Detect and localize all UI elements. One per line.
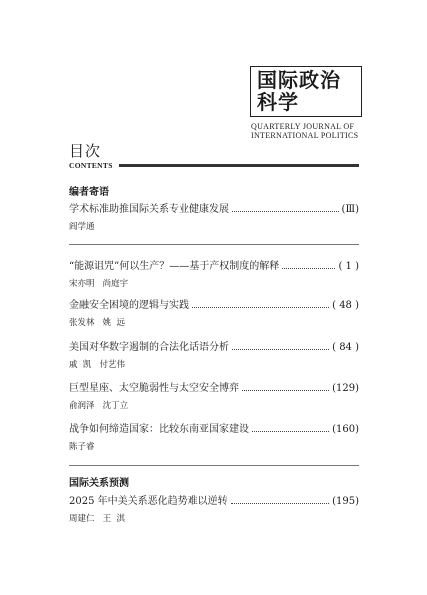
toc-entry-page: ( 48 ) xyxy=(332,300,359,311)
toc-entry-title-row xyxy=(69,299,359,312)
toc-entry-title: 美国对华数字遏制的合法化话语分析 xyxy=(69,342,229,353)
journal-title-en xyxy=(251,122,362,140)
toc-entry-title-row xyxy=(69,260,359,273)
dot-leader xyxy=(232,348,329,350)
toc-entry-page: (160) xyxy=(332,424,359,435)
dot-leader xyxy=(231,502,329,504)
toc-entry[interactable] xyxy=(69,299,359,329)
toc-entry-authors: 宋亦明 尚庭宇 xyxy=(69,279,129,289)
section-divider xyxy=(69,465,359,466)
toc-entry-title-row xyxy=(69,203,359,216)
toc-entry-title: 巨型星座、太空脆弱性与太空安全博弈 xyxy=(69,383,239,394)
journal-title-en-line1: QUARTERLY JOURNAL OF xyxy=(251,122,355,131)
contents-heading-en: CONTENTS xyxy=(69,161,113,170)
toc-entry-page: ( 84 ) xyxy=(332,342,359,353)
dot-leader xyxy=(192,306,329,308)
toc-entry[interactable] xyxy=(69,260,359,290)
section-heading-editor-note: 编者寄语 xyxy=(69,187,109,198)
toc-entry-title-row xyxy=(69,423,359,436)
toc-entry-title: 学术标准助推国际关系专业健康发展 xyxy=(69,204,229,215)
toc-entry[interactable] xyxy=(69,423,359,453)
journal-title-en-line2: INTERNATIONAL POLITICS xyxy=(251,131,359,140)
toc-entry[interactable] xyxy=(69,382,359,412)
toc-entry-page: (Ⅲ) xyxy=(341,204,359,215)
section-heading-forecast: 国际关系预测 xyxy=(69,478,129,489)
contents-heading-row xyxy=(69,161,359,170)
toc-entry-title-row xyxy=(69,382,359,395)
journal-masthead xyxy=(250,66,362,140)
toc-entry[interactable] xyxy=(69,341,359,371)
toc-entry-title: 金融安全困境的逻辑与实践 xyxy=(69,300,189,311)
contents-heading-rule xyxy=(119,164,359,167)
dot-leader xyxy=(232,210,339,212)
journal-title-cn: 国际政治科学 xyxy=(250,66,362,117)
toc-entry[interactable] xyxy=(69,203,359,233)
toc-entry[interactable] xyxy=(69,495,359,525)
toc-entry-page: ( 1 ) xyxy=(338,261,359,272)
dot-leader xyxy=(282,267,335,269)
toc-entry-page: (195) xyxy=(332,496,359,507)
contents-heading xyxy=(69,143,359,170)
toc-entry-authors: 戚 凯 付艺伟 xyxy=(69,360,126,370)
contents-heading-cn: 目次 xyxy=(69,142,102,160)
dot-leader xyxy=(252,430,329,432)
toc-entry-authors: 陈子睿 xyxy=(69,442,95,452)
toc-entry-title: 2025 年中美关系恶化趋势难以逆转 xyxy=(69,496,228,507)
toc-entry-authors: 周建仁 王 淇 xyxy=(69,514,126,524)
toc-entry-title: 战争如何缔造国家：比较东南亚国家建设 xyxy=(69,424,249,435)
toc-entry-title: “能源诅咒”何以生产？——基于产权制度的解释 xyxy=(69,261,280,272)
dot-leader xyxy=(242,389,329,391)
toc-entry-authors: 阎学通 xyxy=(69,222,95,232)
section-divider xyxy=(69,244,359,245)
toc-entry-authors: 张发林 姚 远 xyxy=(69,318,126,328)
toc-entry-authors: 俞润泽 沈丁立 xyxy=(69,401,129,411)
toc-entry-title-row xyxy=(69,495,359,508)
toc-entry-title-row xyxy=(69,341,359,354)
toc-entry-page: (129) xyxy=(332,383,359,394)
